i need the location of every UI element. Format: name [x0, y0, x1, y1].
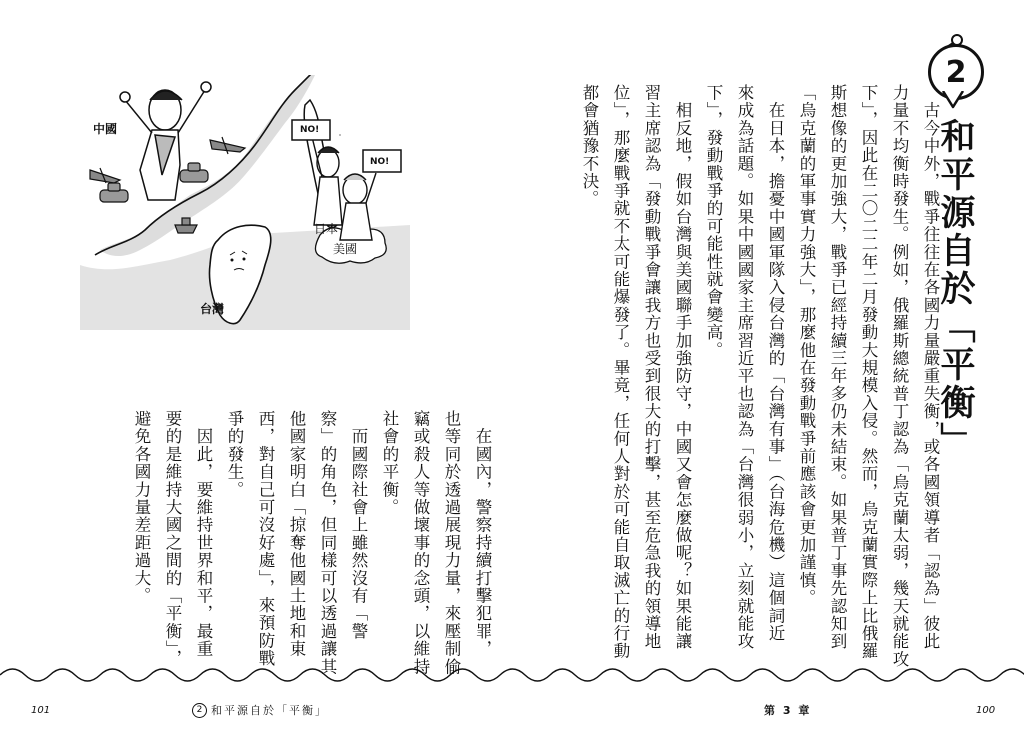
label-taiwan: 台灣 [200, 302, 225, 316]
running-head-title: 和平源自於「平衡」 [211, 704, 328, 717]
page-number-left: 101 [31, 705, 51, 716]
footer-wave-divider [0, 655, 1024, 695]
chapter-label: 第 3 章 [764, 704, 812, 717]
label-japan: 日本 [314, 222, 339, 236]
label-usa: 美國 [333, 242, 358, 256]
left-page-text: 在國內，警察持續打擊犯罪， 也等同於透過展現力量，來壓制偷 竊或殺人等做壞事的念頭，以維持 社會的平衡。 而國際社會上雖然沒有「警 察」的角色，但同樣可以透過讓其 他國家明白「掠奪他國土地和東 西，對自己可沒好處」，來預防戰 爭的發生。 因此，要維持世界和平，最重 要的是維持大國之間的「平衡」， 避免各國力量差距過大。 [132, 410, 492, 676]
label-china: 中國 [93, 122, 118, 136]
page-number-right: 100 [976, 705, 996, 716]
main-body-text: 古今中外，戰爭往往在各國力量嚴重失衡，或各國領導者「認為」彼此 力量不均衡時發生。例如，俄羅斯總統普丁認為「烏克蘭太弱，幾天就能攻 下」，因此在二〇二二年二月發動大規模入侵。然而，烏克蘭實際上比俄羅 斯想像的更加強大，戰爭已經持續三年多仍未結束。如果普丁事先認知到 「烏克蘭的軍事實力強大」，那麼他在發動戰爭前應該會更加謹慎。 在日本，擔憂中國軍隊入侵台灣的「台灣有事」（台海危機）這個詞近 來成為話題。如果中國國家主席習近平也認為「台灣很弱小，立刻就能攻 下」，發動戰爭的可能性就會變高。 相反地，假如台灣與美國聯手加強防守，中國又會怎麼做呢？如果能讓 習主席認為「發動戰爭會讓我方也受到很大的打擊，甚至危急我的領導地 位」，那麼戰爭就不太可能爆發了。畢竟，任何人對於可能自取滅亡的行動 都會猶豫不決。 [580, 84, 940, 669]
running-head [192, 702, 328, 718]
running-head-number: 2 [192, 703, 207, 718]
chapter-title: 和平源自於「平衡」 [935, 118, 975, 460]
protest-sign-1: NO! [300, 125, 320, 135]
map-illustration [80, 75, 410, 330]
protest-sign-2: NO! [370, 157, 390, 167]
chapter-number-badge: 2 [928, 44, 984, 100]
